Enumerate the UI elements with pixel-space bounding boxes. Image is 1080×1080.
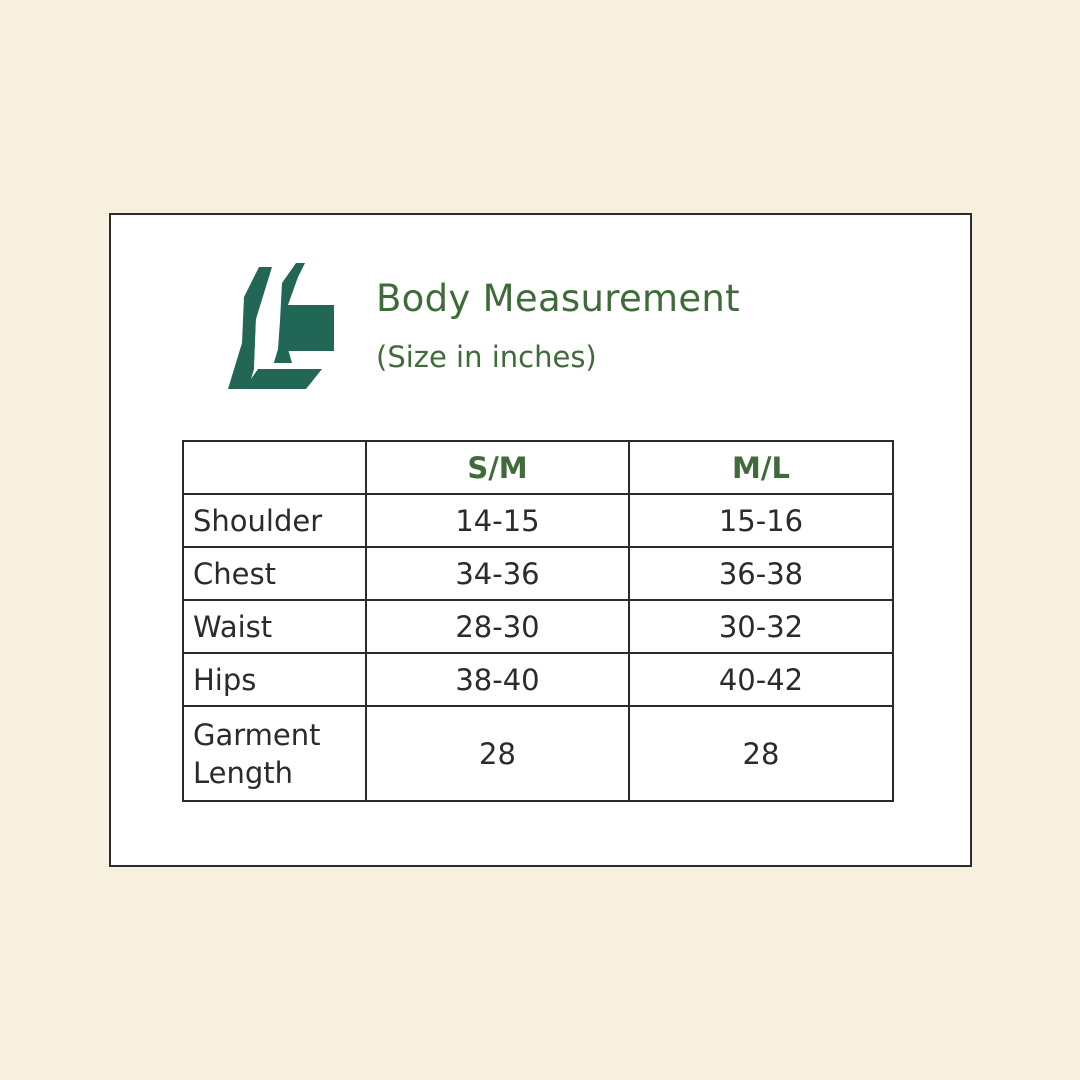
table-row — [183, 600, 893, 653]
page-subtitle: (Size in inches) — [376, 340, 597, 374]
row-label-garment-length: Garment Length — [183, 706, 366, 801]
brand-logo-icon — [228, 259, 336, 391]
row-label-waist: Waist — [183, 600, 366, 653]
size-table — [182, 440, 894, 802]
corner-cell — [183, 441, 366, 494]
table-header-row — [183, 441, 893, 494]
value-cell: 30-32 — [629, 600, 893, 653]
value-cell: 14-15 — [366, 494, 629, 547]
size-chart-card — [109, 213, 972, 867]
table-row — [183, 706, 893, 801]
row-label-hips: Hips — [183, 653, 366, 706]
row-label-shoulder: Shoulder — [183, 494, 366, 547]
column-header-sm: S/M — [366, 441, 629, 494]
page-title: Body Measurement — [376, 277, 740, 320]
table-row — [183, 653, 893, 706]
table-row — [183, 547, 893, 600]
value-cell: 28 — [629, 706, 893, 801]
value-cell: 36-38 — [629, 547, 893, 600]
value-cell: 28-30 — [366, 600, 629, 653]
value-cell: 28 — [366, 706, 629, 801]
row-label-chest: Chest — [183, 547, 366, 600]
value-cell: 15-16 — [629, 494, 893, 547]
value-cell: 34-36 — [366, 547, 629, 600]
column-header-ml: M/L — [629, 441, 893, 494]
table-row — [183, 494, 893, 547]
value-cell: 40-42 — [629, 653, 893, 706]
value-cell: 38-40 — [366, 653, 629, 706]
